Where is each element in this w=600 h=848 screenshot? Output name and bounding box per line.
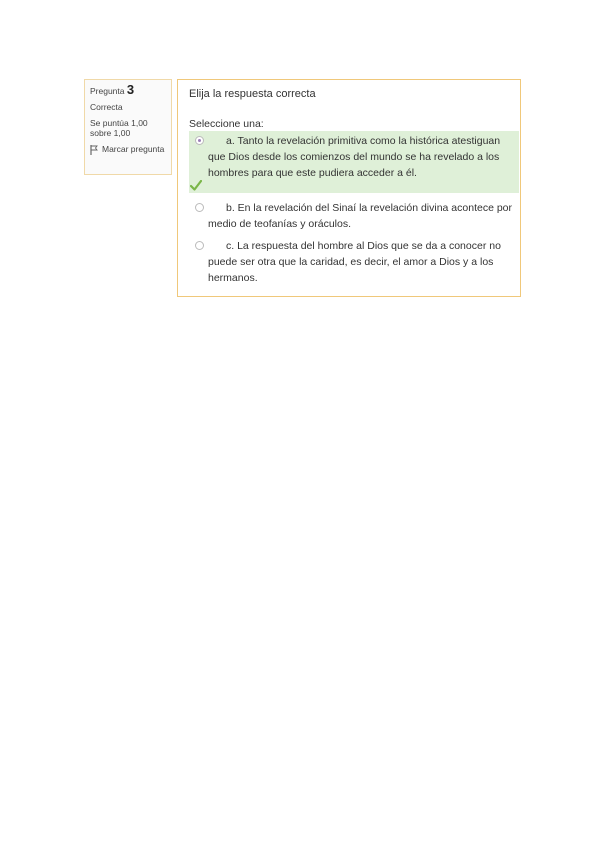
flag-icon <box>90 145 98 155</box>
question-info-panel <box>84 79 172 175</box>
question-label: Pregunta <box>90 86 125 96</box>
radio-button-c[interactable] <box>195 241 204 250</box>
radio-button-a[interactable] <box>195 136 204 145</box>
flag-question-link[interactable] <box>90 144 166 155</box>
question-content-panel <box>177 79 521 297</box>
answer-label-a: a. Tanto la revelación primitiva como la histórica atestiguan que Dios desde los comienzos del mundo se ha revelado a los hombres para que este pudiera acceder a él. <box>208 135 501 179</box>
answer-label-b: b. En la revelación del Sinaí la revelación divina acontece por medio de teofanías y oráculos. <box>208 202 513 230</box>
question-number: 3 <box>126 82 135 97</box>
answer-label-c: c. La respuesta del hombre al Dios que se da a conocer no puede ser otra que la caridad, es decir, el amor a Dios y a los hermanos. <box>208 240 501 284</box>
answer-option-a[interactable] <box>189 131 519 193</box>
radio-button-b[interactable] <box>195 203 204 212</box>
question-grade: Se puntúa 1,00 sobre 1,00 <box>90 118 148 138</box>
answer-prompt: Seleccione una: <box>189 118 264 130</box>
flag-label: Marcar pregunta <box>102 144 165 154</box>
question-text: Elija la respuesta correcta <box>189 88 316 100</box>
answer-option-b[interactable] <box>189 198 519 234</box>
question-number-label <box>90 82 166 97</box>
answer-option-c[interactable] <box>189 236 519 288</box>
check-icon <box>190 180 202 191</box>
question-state: Correcta <box>90 102 123 112</box>
